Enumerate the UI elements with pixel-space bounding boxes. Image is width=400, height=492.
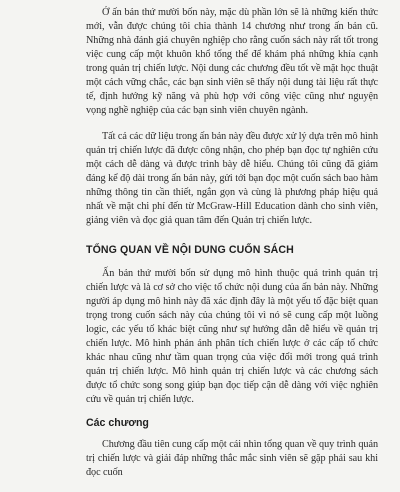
text-column bbox=[86, 6, 378, 492]
section-heading-chapters: Các chương bbox=[86, 417, 149, 429]
section-heading-overview: TỔNG QUAN VỀ NỘI DUNG CUỐN SÁCH bbox=[86, 244, 294, 256]
overview-paragraph: Ấn bản thứ mười bốn sử dụng mô hình thuộc quá trình quản trị chiến lược và là cơ sở cho việc tổ chức nội dung của ấn bản này. Những người áp dụng mô hình này đã xác định đây là một yếu tố đặc biệt quan trọng trong cuốn sách này của chúng tôi vì nó sẽ cung cấp một luồng logic, các yếu tố khác biệt cũng như sự hướng dẫn dễ hiểu về quản trị chiến lược. Mô hình phản ánh phân tích chiến lược ở các cấp tổ chức khác nhau cũng như tầm quan trọng của việc đổi mới trong quá trình quản trị chiến lược. Mô hình quản trị chiến lược và các chương sách được tổ chức song song giúp bạn đọc tiếp cận dễ dàng với việc nghiên cứu về quản trị chiến lược. bbox=[86, 268, 378, 405]
chapters-paragraph: Chương đầu tiên cung cấp một cái nhìn tổng quan về quy trình quản trị chiến lược và giải đáp những thắc mắc sinh viên sẽ gặp phải sau khi đọc cuốn bbox=[86, 439, 378, 478]
intro-paragraph-1: Ở ấn bản thứ mười bốn này, mặc dù phần lớn sẽ là những kiến thức mới, vẫn được chúng tôi chia thành 14 chương như trong ấn bản cũ. Những nhà đánh giá chuyên nghiệp cho rằng cuốn sách này rất tốt trong việc cung cấp một khuôn khổ tổng thể để khám phá những khía cạnh trong quản trị chiến lược. Nội dung các chương đều tốt về mặt học thuật một cách vững chắc, các bạn sinh viên sẽ thấy nội dung tài liệu rất thực tế, định hướng kỹ năng và phù hợp với công việc cũng như nguyện vọng nghề nghiệp của các bạn sinh viên chuyên ngành. bbox=[86, 7, 378, 116]
intro-paragraph-2: Tất cả các dữ liệu trong ấn bản này đều được xử lý dựa trên mô hình quản trị chiến lược đã được công nhận, cho phép bạn đọc tự nghiên cứu một cách dễ dàng và được trình bày dễ hiểu. Chúng tôi cũng đã giảm đáng kể độ dài trong ấn bản này, gửi tới bạn đọc một cuốn sách bao hàm những thông tin cần thiết, ngắn gọn và cùng là phương pháp hiệu quả nhất về mặt chi phí đến từ McGraw-Hill Education dành cho sinh viên, giảng viên và đọc giả quan tâm đến Quản trị chiến lược. bbox=[86, 131, 378, 226]
